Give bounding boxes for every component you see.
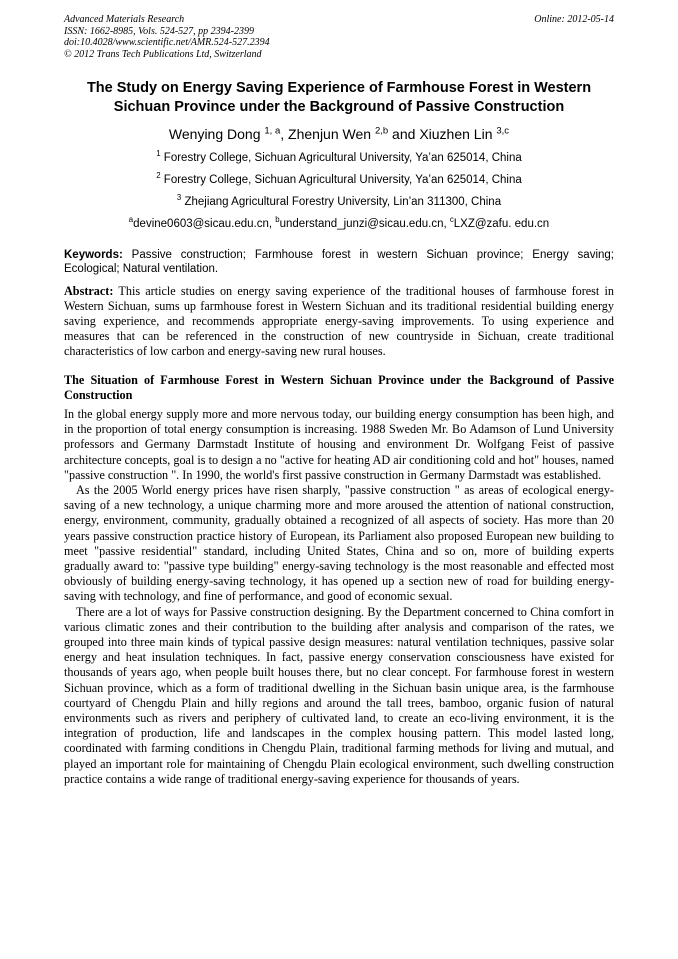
affiliation [64,169,614,191]
author-name: Xiuzhen Lin [419,126,493,142]
keywords-block [64,249,614,276]
body-paragraph: As the 2005 World energy prices have risen sharply, "passive construction " as areas of ecological energy-saving of a new technology, a unique charming more and more aroused the attention of national construction, energy, environment, community, gradually obtained a recognized of all aspects of society. Has more than 20 years passive construction practice history of European, its Parliament also proposed European new building to meet "passive residential" standard, including United States, China and so on, more of building experts gradually award to: "passive type building" energy-saving technology is the most reasonable and effected most obviously of building energy-saving technology, it has opened up a section new of road for building energy-saving with technology, and fine of performance, and good of economic sexual. [64,483,614,604]
abstract-text: This article studies on energy saving experience of the traditional houses of farmhouse forest in Western Sichuan, sums up farmhouse forest in Western Sichuan and its traditional residential building energy saving experience, and recommends appropriate energy-saving improvements. To using experience and measures that can be referenced in the construction of new countryside in Sichuan, create traditional characteristics of low carbon and energy-saving new rural houses. [64,284,614,358]
email-address: devine0603@sicau.edu.cn, [133,218,276,230]
body-paragraph: In the global energy supply more and more nervous today, our building energy consumption has been high, and in the proportion of total energy consumption is increasing. 1988 Sweden Mr. Bo Adamson of Lund University professors and Germany Darmstadt Institute of housing and environment Dr. Wolfgang Feist of passive architecture concepts, goal is to design a no "active for heating AD air conditioning cold and hot" houses, named "passive construction ". In 1990, the world's first passive construction in Germany Darmstadt was established. [64,407,614,482]
author [169,126,288,142]
author-affiliation-marker: 1, a [264,125,281,137]
doi-line: doi:10.4028/www.scientific.net/AMR.524-527.2394 [64,37,270,48]
affiliation [64,147,614,169]
email-line [64,213,614,235]
abstract-block [64,284,614,359]
issn-line: ISSN: 1662-8985, Vols. 524-527, pp 2394-2399 [64,25,254,37]
email-address: LXZ@zafu. edu.cn [453,218,550,230]
keywords-label: Keywords: [64,249,123,261]
author-list [64,125,614,143]
journal-header [64,14,614,60]
author-name: Wenying Dong [168,126,261,142]
section-heading: The Situation of Farmhouse Forest in Western Sichuan Province under the Background of Passive Construction [64,373,614,402]
affiliation-text: Forestry College, Sichuan Agricultural University, Ya’an 625014, China [163,174,522,186]
email-marker: b [275,215,280,225]
affiliation-marker: 2 [156,171,161,181]
copyright-line: © 2012 Trans Tech Publications Ltd, Switzerland [64,48,262,60]
author [288,126,419,142]
author [419,126,509,142]
affiliation-text: Zhejiang Agricultural Forestry University, Lin’an 311300, China [184,196,502,208]
author-separator: , [280,126,289,142]
email-marker: c [449,215,454,225]
author-separator: and [388,126,420,142]
abstract-label: Abstract: [64,284,114,298]
affiliation-marker: 3 [176,193,182,203]
paper-title: The Study on Energy Saving Experience of Farmhouse Forest in Western Sichuan Province under the Background of Passive Construction [86,80,592,115]
email-address: understand_junzi@sicau.edu.cn, [279,218,450,230]
journal-name: Advanced Materials Research [64,14,185,25]
keywords-text: Passive construction; Farmhouse forest in western Sichuan province; Energy saving; Ecological; Natural ventilation. [64,249,614,275]
author-name: Zhenjun Wen [288,126,372,142]
affiliation [64,191,614,213]
author-affiliation-marker: 3,c [496,125,510,137]
affiliation-list [64,147,614,235]
author-affiliation-marker: 2,b [374,125,389,137]
online-date: Online: 2012-05-14 [534,14,614,25]
affiliation-text: Forestry College, Sichuan Agricultural University, Ya’an 625014, China [163,152,522,164]
body-paragraph: There are a lot of ways for Passive construction designing. By the Department concerned to China comfort in various climatic zones and their contribution to the building after analysis and comparison of the rates, we grouped into three main kinds of typical passive design measures: natural ventilation techniques, passive solar energy and heat insulation techniques. In fact, passive energy conservation consciousness have existed for thousands of years ago, when people built houses there, but no clear concept. For farmhouse forest in western Sichuan province, which as a form of traditional dwelling in the Sichuan basin unique area, is the farmhouse courtyard of Chengdu Plain and hilly regions and around the tall trees, bamboo, organic fusion of natural environments such as rivers and periphery of cultivated land, to create an eco-living environment, it is the integration of production, life and landscapes in the complex housing pattern. This model lasted long, coordinated with farming conditions in Chengdu Plain, traditional farming methods for living and mutual, and played an important role for maintaining of Chengdu Plain ecological environment, such dwelling construction practice contains a wide range of traditional energy-saving experience for thousands of years. [64,604,614,786]
email-marker: a [128,215,134,225]
affiliation-marker: 1 [156,149,161,159]
